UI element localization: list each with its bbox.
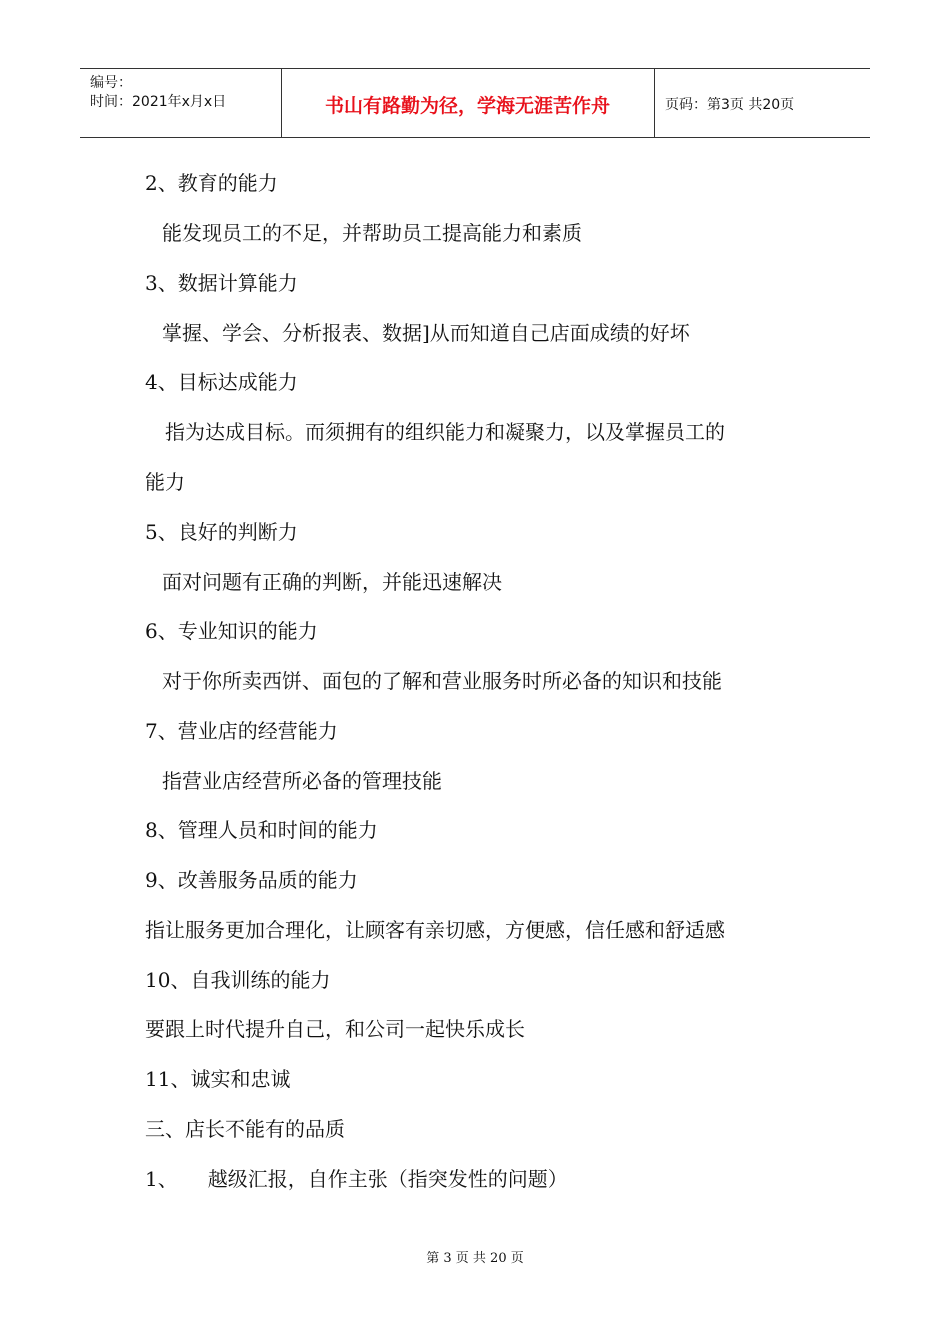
header-page-cell <box>655 69 870 137</box>
page-header <box>80 68 870 138</box>
section-text: 要跟上时代提升自己，和公司一起快乐成长 <box>145 1017 525 1041</box>
section-heading: 3、数据计算能力 <box>145 271 298 295</box>
document-date: 时间：2021年x月x日 <box>90 94 227 110</box>
section-text: 能力 <box>145 470 185 494</box>
section-heading: 11、诚实和忠诚 <box>145 1067 291 1091</box>
section-heading: 7、营业店的经营能力 <box>145 719 338 743</box>
section-heading: 6、专业知识的能力 <box>145 619 318 643</box>
header-motto: 书山有路勤为径，学海无涯苦作舟 <box>324 95 610 117</box>
header-page-info: 页码：第3页 共20页 <box>665 97 795 113</box>
document-number-label: 编号： <box>90 75 132 91</box>
section-text: 面对问题有正确的判断，并能迅速解决 <box>162 570 502 594</box>
section-heading: 8、管理人员和时间的能力 <box>145 818 378 842</box>
page-footer: 第 3 页 共 20 页 <box>426 1251 524 1266</box>
section-text: 对于你所卖西饼、面包的了解和营业服务时所必备的知识和技能 <box>162 669 722 693</box>
section-text: 指让服务更加合理化，让顾客有亲切感，方便感，信任感和舒适感 <box>145 918 725 942</box>
section-text: 掌握、学会、分析报表、数据]从而知道自己店面成绩的好坏 <box>162 321 690 345</box>
section-text: 能发现员工的不足，并帮助员工提高能力和素质 <box>162 221 582 245</box>
section-heading: 2、教育的能力 <box>145 171 278 195</box>
section-heading: 10、自我训练的能力 <box>145 968 331 992</box>
section-heading: 9、改善服务品质的能力 <box>145 868 358 892</box>
header-left-cell <box>80 69 282 137</box>
section-text: 指为达成目标。而须拥有的组织能力和凝聚力，以及掌握员工的 <box>165 420 725 444</box>
chapter-heading: 三、店长不能有的品质 <box>145 1117 345 1141</box>
list-item: 1、 越级汇报，自作主张（指突发性的问题） <box>145 1167 568 1191</box>
header-motto-cell <box>281 69 655 137</box>
section-text: 指营业店经营所必备的管理技能 <box>162 769 442 793</box>
section-heading: 4、目标达成能力 <box>145 370 298 394</box>
section-heading: 5、良好的判断力 <box>145 520 298 544</box>
